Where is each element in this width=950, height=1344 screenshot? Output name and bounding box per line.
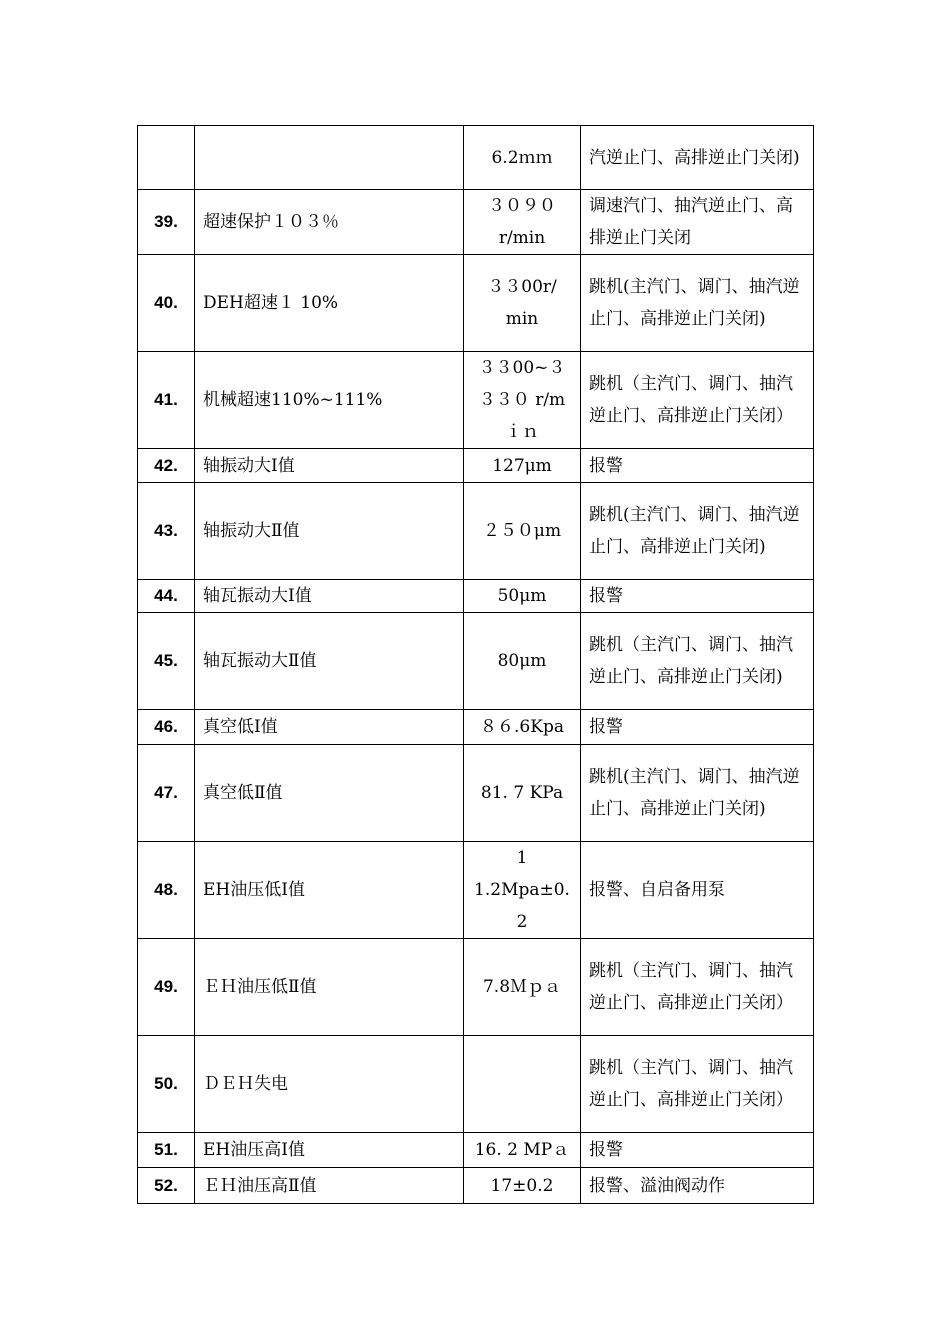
protection-action: 跳机（主汽门、调门、抽汽逆止门、高排逆止门关闭） xyxy=(589,961,793,1013)
setting-value: ３３00r/ min xyxy=(487,277,557,329)
protection-action-cell xyxy=(581,1133,814,1168)
protection-action-cell xyxy=(581,449,814,483)
protection-item: 轴瓦振动大Ⅱ值 xyxy=(203,651,317,671)
protection-action: 跳机(主汽门、调门、抽汽逆止门、高排逆止门关闭) xyxy=(589,277,800,329)
row-number-cell xyxy=(138,939,195,1036)
table-row xyxy=(138,1036,814,1133)
row-number-cell xyxy=(138,710,195,745)
protection-item: 真空低Ⅰ值 xyxy=(203,717,278,737)
protection-action: 报警 xyxy=(589,586,623,606)
protection-item-cell xyxy=(195,483,464,580)
row-number: 39. xyxy=(154,212,178,231)
row-number: 44. xyxy=(154,586,178,605)
table-row xyxy=(138,1133,814,1168)
protection-item-cell xyxy=(195,939,464,1036)
protection-item: 超速保护１０３％ xyxy=(203,212,339,232)
row-number: 46. xyxy=(154,717,178,736)
protection-item-cell xyxy=(195,255,464,352)
setting-value: 80μm xyxy=(497,651,547,671)
table-row xyxy=(138,939,814,1036)
protection-action: 跳机(主汽门、调门、抽汽逆止门、高排逆止门关闭) xyxy=(589,505,800,557)
setting-value: 81. 7 KPa xyxy=(480,783,564,803)
table-row xyxy=(138,710,814,745)
protection-action: 跳机（主汽门、调门、抽汽逆止门、高排逆止门关闭） xyxy=(589,374,793,426)
protection-item: 真空低Ⅱ值 xyxy=(203,783,283,803)
setting-value-cell xyxy=(464,1133,581,1168)
row-number-cell xyxy=(138,483,195,580)
protection-item: EH油压低Ⅰ值 xyxy=(203,880,305,900)
protection-action-cell xyxy=(581,613,814,710)
protection-item-cell xyxy=(195,842,464,939)
row-number-cell xyxy=(138,255,195,352)
setting-value-cell xyxy=(464,580,581,613)
setting-value-cell xyxy=(464,613,581,710)
protection-action-cell xyxy=(581,710,814,745)
protection-action: 汽逆止门、高排逆止门关闭) xyxy=(589,147,800,168)
row-number: 42. xyxy=(154,455,178,475)
protection-settings-table xyxy=(137,125,814,1204)
setting-value-cell xyxy=(464,352,581,449)
row-number-cell xyxy=(138,449,195,483)
row-number-cell xyxy=(138,745,195,842)
table-row xyxy=(138,842,814,939)
row-number: 47. xyxy=(154,783,178,802)
row-number-cell xyxy=(138,1133,195,1168)
protection-action: 跳机（主汽门、调门、抽汽逆止门、高排逆止门关闭） xyxy=(589,1058,793,1110)
protection-item-cell xyxy=(195,190,464,255)
row-number: 51. xyxy=(154,1140,178,1159)
setting-value-cell xyxy=(464,126,581,190)
setting-value: 50μm xyxy=(497,586,547,606)
setting-value: 1 1.2Mpa±0. 2 xyxy=(474,848,570,932)
protection-action-cell xyxy=(581,255,814,352)
row-number: 41. xyxy=(154,390,178,409)
protection-item-cell xyxy=(195,745,464,842)
protection-action-cell xyxy=(581,745,814,842)
table-row xyxy=(138,255,814,352)
setting-value-cell xyxy=(464,842,581,939)
protection-item: 轴瓦振动大Ⅰ值 xyxy=(203,586,312,606)
row-number-cell xyxy=(138,842,195,939)
protection-item: 轴振动大Ⅱ值 xyxy=(203,521,300,541)
setting-value: ２５０μm xyxy=(482,521,562,541)
protection-action-cell xyxy=(581,1036,814,1133)
protection-item-cell xyxy=(195,710,464,745)
protection-action: 报警 xyxy=(589,1140,623,1160)
protection-action-cell xyxy=(581,352,814,449)
setting-value: 127μm xyxy=(492,455,552,476)
protection-action-cell xyxy=(581,1168,814,1204)
protection-item-cell xyxy=(195,580,464,613)
table-body xyxy=(138,126,814,1204)
protection-action: 跳机(主汽门、调门、抽汽逆止门、高排逆止门关闭) xyxy=(589,767,800,819)
protection-item: EH油压高Ⅰ值 xyxy=(203,1140,305,1160)
table-row xyxy=(138,580,814,613)
row-number: 40. xyxy=(154,293,178,312)
protection-action: 报警、溢油阀动作 xyxy=(589,1175,725,1196)
protection-action: 报警、自启备用泵 xyxy=(589,880,725,900)
protection-action: 报警 xyxy=(589,455,623,476)
setting-value-cell xyxy=(464,1168,581,1204)
table-row xyxy=(138,483,814,580)
table-row xyxy=(138,745,814,842)
protection-action: 调速汽门、抽汽逆止门、高排逆止门关闭 xyxy=(589,196,793,248)
table-row xyxy=(138,352,814,449)
setting-value: 6.2ｍｍ xyxy=(491,147,553,168)
row-number: 50. xyxy=(154,1074,178,1093)
protection-action-cell xyxy=(581,580,814,613)
protection-action: 报警 xyxy=(589,717,623,737)
table-row xyxy=(138,449,814,483)
row-number-cell xyxy=(138,126,195,190)
protection-item: ＥＨ油压低Ⅱ值 xyxy=(203,977,317,997)
setting-value-cell xyxy=(464,449,581,483)
protection-item-cell xyxy=(195,1133,464,1168)
setting-value: ３３00~３ ３３０ r/m ｉｎ xyxy=(478,358,566,442)
protection-item-cell xyxy=(195,1036,464,1133)
row-number-cell xyxy=(138,580,195,613)
protection-action-cell xyxy=(581,842,814,939)
protection-action-cell xyxy=(581,126,814,190)
row-number-cell xyxy=(138,352,195,449)
protection-item: 轴振动大Ⅰ值 xyxy=(203,455,295,476)
protection-item: DEH超速１ 10% xyxy=(203,293,339,313)
protection-item: 机械超速110%~111% xyxy=(203,390,383,410)
setting-value-cell xyxy=(464,190,581,255)
protection-action-cell xyxy=(581,939,814,1036)
setting-value-cell xyxy=(464,255,581,352)
protection-action: 跳机（主汽门、调门、抽汽逆止门、高排逆止门关闭) xyxy=(589,635,793,687)
protection-action-cell xyxy=(581,190,814,255)
setting-value-cell xyxy=(464,483,581,580)
row-number-cell xyxy=(138,613,195,710)
row-number: 45. xyxy=(154,651,178,670)
setting-value-cell xyxy=(464,939,581,1036)
protection-item-cell xyxy=(195,1168,464,1204)
table-row xyxy=(138,613,814,710)
protection-item-cell xyxy=(195,352,464,449)
protection-item: ＤＥＨ失电 xyxy=(203,1074,288,1094)
setting-value: ３０９０ r/min xyxy=(488,196,556,248)
table-row xyxy=(138,1168,814,1204)
protection-item-cell xyxy=(195,449,464,483)
setting-value-cell xyxy=(464,1036,581,1133)
table-row xyxy=(138,126,814,190)
row-number: 48. xyxy=(154,880,178,899)
setting-value: 17±0.2 xyxy=(490,1175,554,1196)
protection-item-cell xyxy=(195,613,464,710)
setting-value-cell xyxy=(464,745,581,842)
setting-value: 7.8Ｍｐａ xyxy=(482,977,562,997)
setting-value: 16. 2 MPａ xyxy=(474,1140,570,1160)
protection-action-cell xyxy=(581,483,814,580)
setting-value: ８６.6Kpa xyxy=(480,717,564,737)
row-number: 43. xyxy=(154,521,178,540)
row-number-cell xyxy=(138,1168,195,1204)
setting-value-cell xyxy=(464,710,581,745)
row-number-cell xyxy=(138,1036,195,1133)
table-row xyxy=(138,190,814,255)
row-number: 49. xyxy=(154,977,178,996)
row-number-cell xyxy=(138,190,195,255)
row-number: 52. xyxy=(154,1175,178,1195)
protection-item-cell xyxy=(195,126,464,190)
protection-item: ＥＨ油压高Ⅱ值 xyxy=(203,1175,317,1196)
